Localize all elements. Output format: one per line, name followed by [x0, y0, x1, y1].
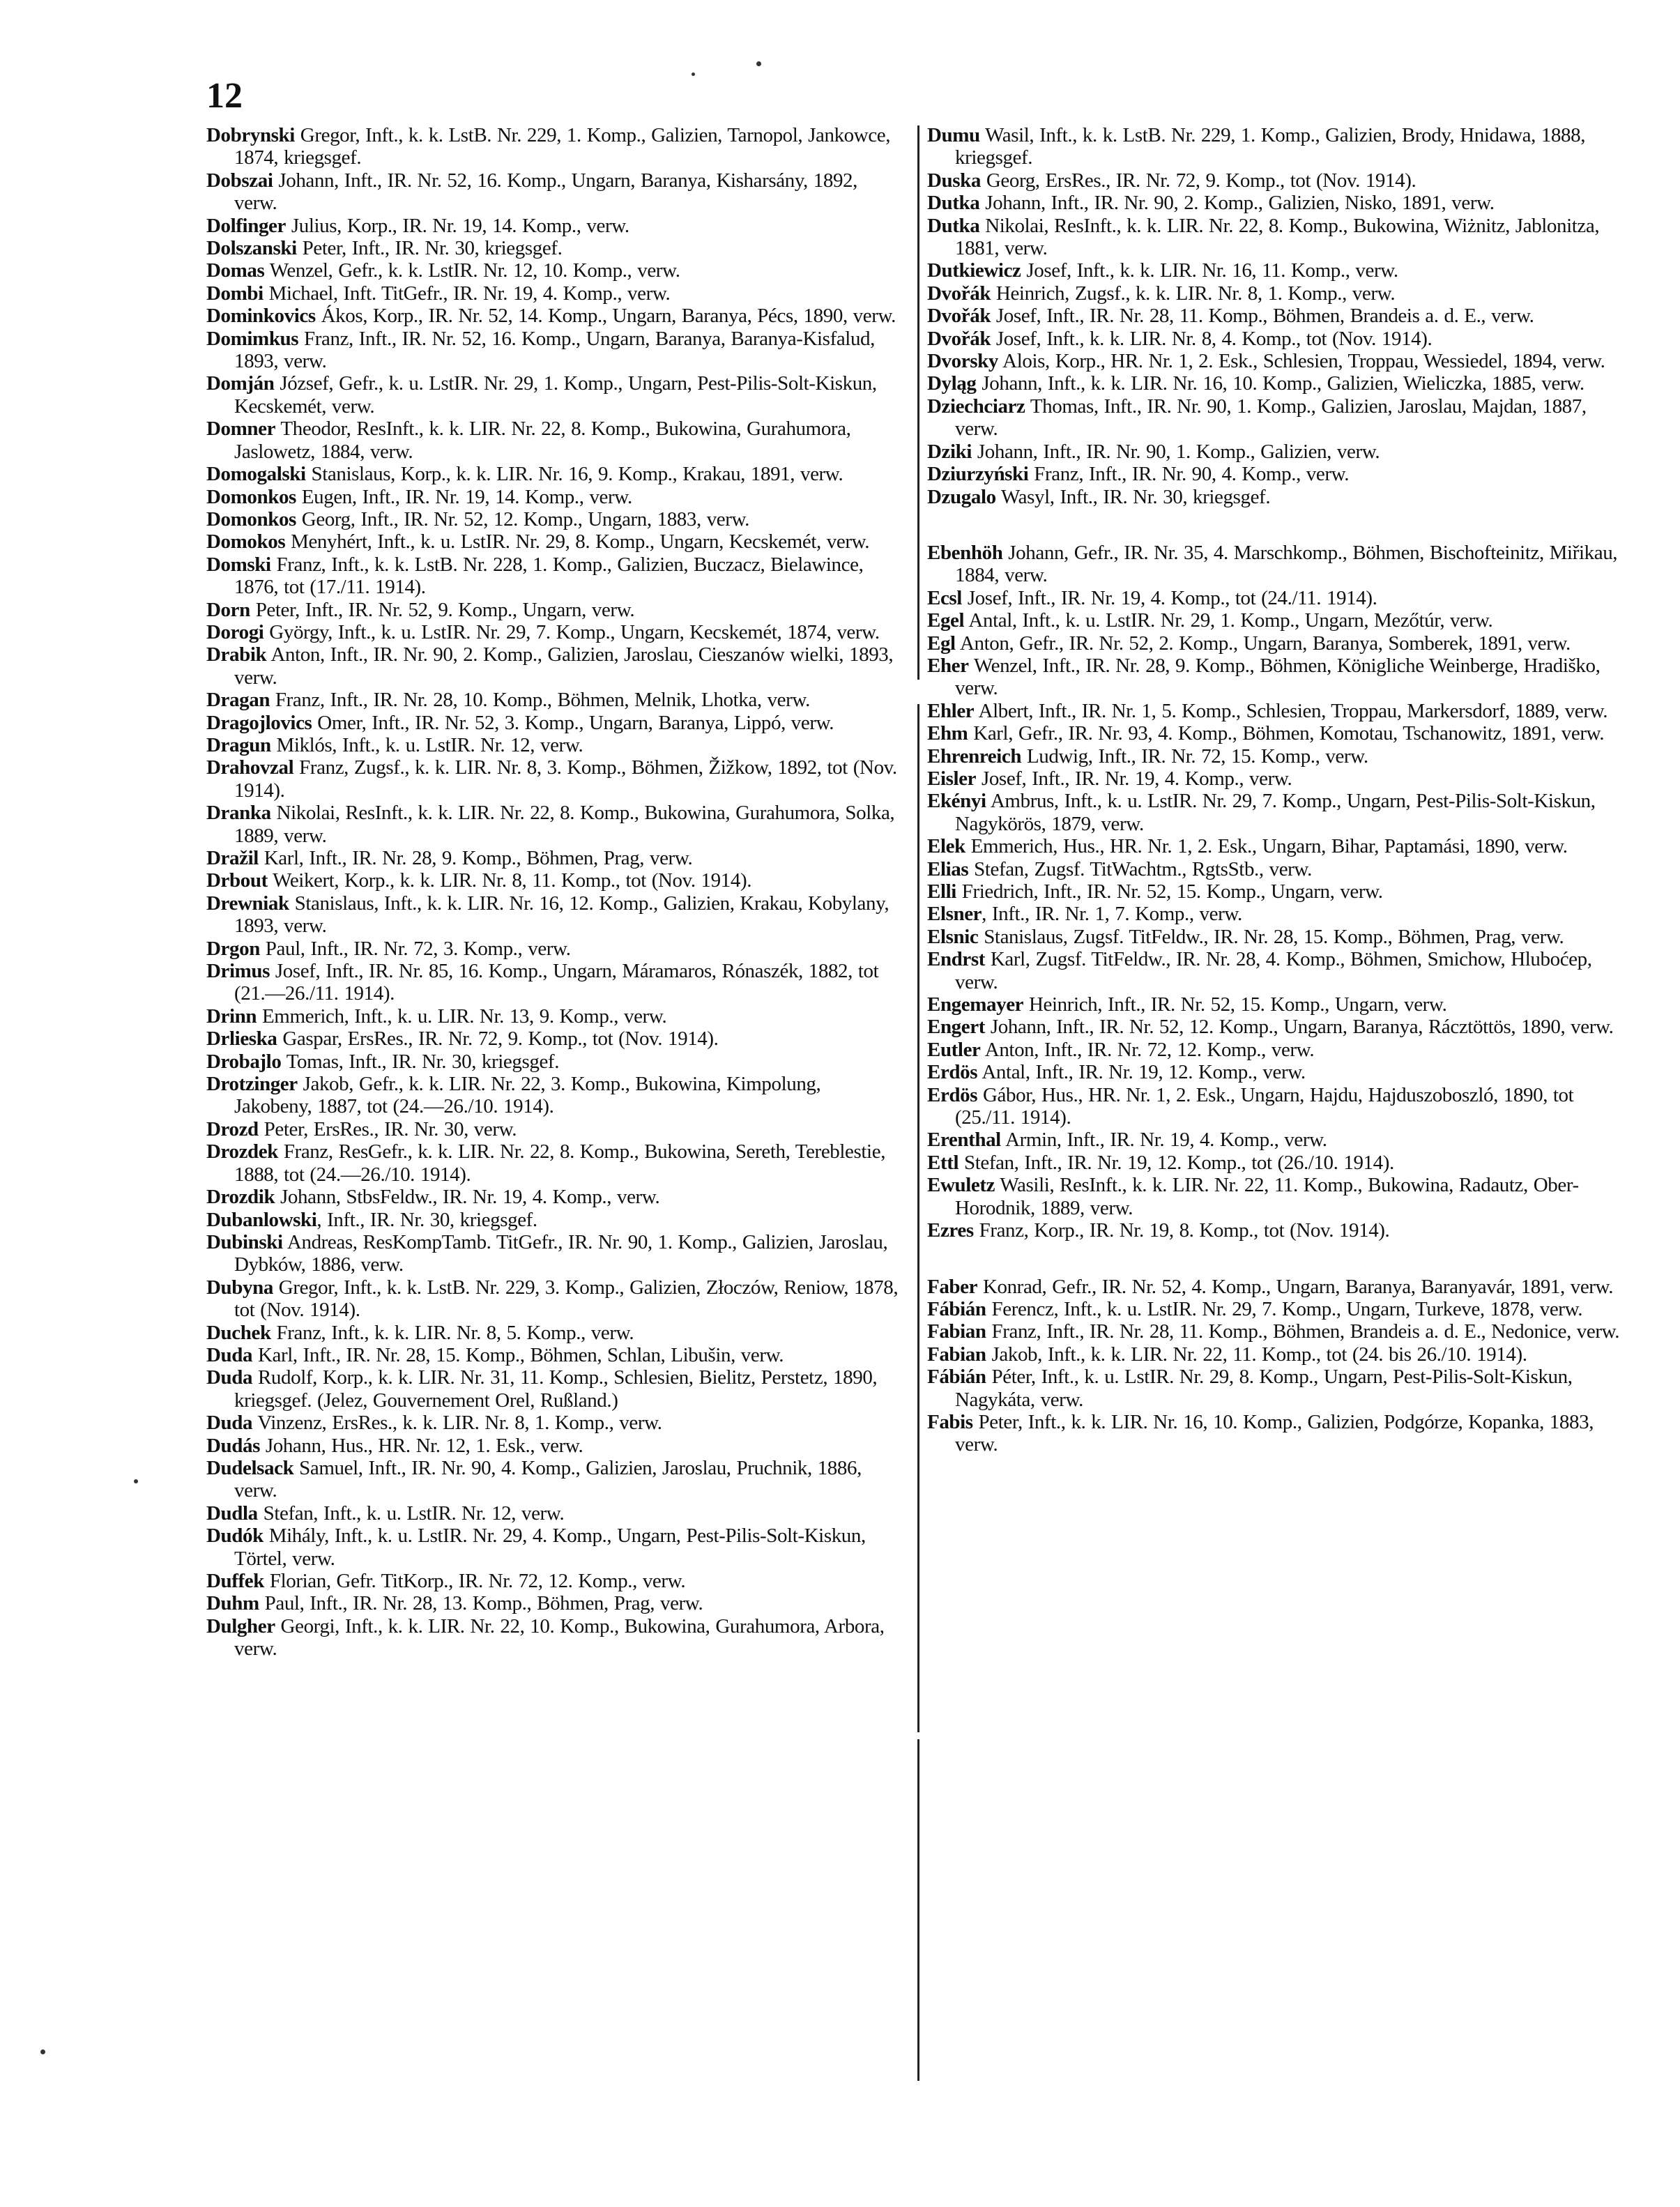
entry-surname: Dyląg [927, 372, 977, 395]
section-e [927, 542, 1624, 1242]
entry-surname: Duska [927, 169, 981, 192]
entry-surname: Ekényi [927, 790, 986, 813]
list-item [927, 926, 1624, 948]
entry-details: Florian, Gefr. TitKorp., IR. Nr. 72, 12. Komp., verw. [264, 1570, 686, 1592]
list-item [206, 621, 903, 643]
entry-surname: Elli [927, 880, 956, 903]
entry-details: Anton, Gefr., IR. Nr. 52, 2. Komp., Ungarn, Baranya, Somberek, 1891, verw. [955, 632, 1571, 655]
entry-details: Karl, Zugsf. TitFeldw., IR. Nr. 28, 4. Komp., Böhmen, Smichow, Hluboćep, verw. [955, 948, 1592, 993]
entry-surname: Duffek [206, 1570, 264, 1592]
entry-details: Georg, ErsRes., IR. Nr. 72, 9. Komp., tot (Nov. 1914). [981, 169, 1416, 192]
entry-surname: Faber [927, 1275, 978, 1298]
entry-surname: Egel [927, 609, 965, 632]
entry-details: Stanislaus, Zugsf. TitFeldw., IR. Nr. 28, 15. Komp., Böhmen, Prag, verw. [978, 925, 1564, 948]
entry-details: Karl, Gefr., IR. Nr. 93, 4. Komp., Böhmen, Komotau, Tschanowitz, 1891, verw. [968, 722, 1605, 745]
entry-details: Franz, Inft., k. k. LIR. Nr. 8, 5. Komp., verw. [270, 1321, 634, 1344]
entry-surname: Egl [927, 632, 956, 655]
entry-surname: Drozd [206, 1117, 259, 1140]
entry-surname: Fabian [927, 1343, 986, 1366]
entry-details: Johann, Hus., HR. Nr. 12, 1. Esk., verw. [260, 1434, 583, 1457]
entry-details: József, Gefr., k. u. LstIR. Nr. 29, 1. Komp., Ungarn, Pest-Pilis-Solt-Kiskun, Kecskemét, verw. [234, 372, 877, 418]
entry-surname: Dominkovics [206, 305, 316, 328]
list-item [927, 880, 1624, 903]
list-item [206, 938, 903, 960]
list-item [927, 441, 1624, 463]
list-item [206, 1073, 903, 1118]
entry-details: Anton, Inft., IR. Nr. 72, 12. Komp., verw. [980, 1038, 1315, 1061]
section-gap [927, 508, 1624, 542]
entry-surname: Domján [206, 372, 275, 395]
entry-surname: Erdös [927, 1083, 978, 1106]
speck-mark [40, 2049, 45, 2054]
list-item [927, 1219, 1624, 1242]
list-item [927, 790, 1624, 835]
entry-surname: Dragun [206, 733, 271, 756]
entry-surname: Domonkos [206, 507, 296, 530]
entry-details: Peter, ErsRes., IR. Nr. 30, verw. [258, 1117, 517, 1140]
entry-details: , Inft., IR. Nr. 30, kriegsgef. [316, 1208, 537, 1231]
entry-details: Michael, Inft. TitGefr., IR. Nr. 19, 4. Komp., verw. [263, 282, 671, 305]
entry-surname: Dziurzyński [927, 463, 1029, 486]
list-item [206, 508, 903, 530]
entry-details: Josef, Inft., k. k. LIR. Nr. 8, 4. Komp., tot (Nov. 1914). [991, 327, 1433, 350]
entry-surname: Elsner [927, 903, 982, 926]
entry-details: Anton, Inft., IR. Nr. 90, 2. Komp., Galizien, Jaroslau, Cieszanów wielki, 1893, verw. [234, 643, 894, 689]
entry-details: Rudolf, Korp., k. k. LIR. Nr. 31, 11. Komp., Schlesien, Bielitz, Perstetz, 1890, kriegsgef. (Jelez, Gouvernement Orel, Rußland.) [234, 1366, 878, 1412]
list-item [206, 1412, 903, 1434]
entry-details: Heinrich, Inft., IR. Nr. 52, 15. Komp., Ungarn, verw. [1023, 993, 1447, 1016]
entry-details: Paul, Inft., IR. Nr. 28, 13. Komp., Böhmen, Prag, verw. [259, 1592, 703, 1615]
entry-details: Wasyl, Inft., IR. Nr. 30, kriegsgef. [995, 485, 1271, 508]
entry-surname: Dražil [206, 847, 259, 869]
entry-details: Nikolai, ResInft., k. k. LIR. Nr. 22, 8. Komp., Bukowina, Wiżnitz, Jablonitza, 1881, verw. [955, 214, 1600, 260]
entry-surname: Dobszai [206, 169, 273, 192]
list-item [927, 305, 1624, 327]
entry-details: Gaspar, ErsRes., IR. Nr. 72, 9. Komp., tot (Nov. 1914). [277, 1028, 719, 1051]
entry-surname: Domski [206, 553, 271, 576]
list-item [206, 712, 903, 734]
entry-details: Gábor, Hus., HR. Nr. 1, 2. Esk., Ungarn, Hajdu, Hajduszoboszló, 1890, tot (25./11. 1914). [955, 1083, 1574, 1129]
entry-details: Albert, Inft., IR. Nr. 1, 5. Komp., Schlesien, Troppau, Markersdorf, 1889, verw. [974, 699, 1608, 722]
entry-surname: Domogalski [206, 463, 306, 486]
entry-surname: Drozdek [206, 1140, 278, 1163]
entry-surname: Dobrynski [206, 124, 295, 146]
entry-details: Péter, Inft., k. u. LstIR. Nr. 29, 8. Komp., Ungarn, Pest-Pilis-Solt-Kiskun, Nagykáta, verw. [955, 1366, 1573, 1411]
entry-surname: Duda [206, 1343, 253, 1366]
entry-details: Stefan, Inft., IR. Nr. 19, 12. Komp., tot (26./10. 1914). [959, 1151, 1394, 1174]
entry-surname: Drozdik [206, 1186, 275, 1209]
column-divider [917, 1739, 919, 2081]
entry-surname: Domner [206, 418, 276, 441]
entry-details: Johann, StbsFeldw., IR. Nr. 19, 4. Komp., verw. [275, 1186, 660, 1209]
speck-mark [134, 1479, 138, 1483]
entry-details: György, Inft., k. u. LstIR. Nr. 29, 7. Komp., Ungarn, Kecskemét, 1874, verw. [264, 620, 880, 643]
entry-details: Menyhért, Inft., k. u. LstIR. Nr. 29, 8. Komp., Ungarn, Kecskemét, verw. [285, 530, 870, 553]
list-item [927, 1366, 1624, 1411]
right-column [927, 124, 1624, 1456]
entry-details: Josef, Inft., IR. Nr. 85, 16. Komp., Ungarn, Máramaros, Rónaszék, 1882, tot (21.—26./11. 1914). [234, 960, 879, 1005]
list-item [927, 1276, 1624, 1298]
list-item [927, 700, 1624, 722]
column-divider [917, 125, 919, 680]
entry-details: Jakob, Gefr., k. k. LIR. Nr. 22, 3. Komp., Bukowina, Kimpolung, Jakobeny, 1887, tot (24.—26./10. 1914). [234, 1073, 821, 1118]
list-item [927, 1152, 1624, 1174]
list-item [206, 643, 903, 689]
list-item [927, 993, 1624, 1016]
list-item [206, 802, 903, 847]
list-item [206, 1615, 903, 1660]
entry-details: Tomas, Inft., IR. Nr. 30, kriegsgef. [281, 1050, 560, 1073]
entry-details: Jakob, Inft., k. k. LIR. Nr. 22, 11. Komp., tot (24. bis 26./10. 1914). [986, 1343, 1527, 1366]
list-item [206, 1140, 903, 1186]
entry-surname: Duchek [206, 1321, 271, 1344]
list-item [927, 655, 1624, 700]
list-item [927, 1084, 1624, 1129]
entry-details: Georg, Inft., IR. Nr. 52, 12. Komp., Ungarn, 1883, verw. [296, 507, 750, 530]
entry-surname: Eutler [927, 1038, 981, 1061]
list-item [927, 858, 1624, 880]
list-item [927, 124, 1624, 169]
entry-surname: Ewuletz [927, 1174, 995, 1197]
entry-surname: Drbout [206, 869, 268, 892]
entry-surname: Dumu [927, 124, 980, 146]
list-item [206, 1502, 903, 1525]
entry-surname: Duda [206, 1366, 253, 1389]
entry-details: Antal, Inft., k. u. LstIR. Nr. 29, 1. Komp., Ungarn, Mezőtúr, verw. [964, 609, 1493, 632]
entry-surname: Domonkos [206, 485, 296, 508]
list-item [206, 892, 903, 938]
entry-details: Julius, Korp., IR. Nr. 19, 14. Komp., verw. [286, 214, 629, 237]
list-item [927, 745, 1624, 768]
list-item [206, 756, 903, 802]
entry-details: Franz, ResGefr., k. k. LIR. Nr. 22, 8. Komp., Bukowina, Sereth, Tereblestie, 1888, tot (24.—26./10. 1914). [234, 1140, 886, 1186]
list-item [927, 372, 1624, 395]
entry-surname: Eisler [927, 767, 977, 790]
entry-details: Thomas, Inft., IR. Nr. 90, 1. Komp., Galizien, Jaroslau, Majdan, 1887, verw. [955, 395, 1587, 441]
list-item [206, 869, 903, 892]
entry-details: Peter, Inft., k. k. LIR. Nr. 16, 10. Komp., Galizien, Podgórze, Kopanka, 1883, verw. [955, 1410, 1594, 1456]
entry-surname: Drabik [206, 643, 267, 666]
list-item [927, 350, 1624, 372]
entry-details: Franz, Inft., k. k. LstB. Nr. 228, 1. Komp., Galizien, Buczacz, Bielawince, 1876, tot (17./11. 1914). [234, 553, 864, 599]
entry-details: Vinzenz, ErsRes., k. k. LIR. Nr. 8, 1. Komp., verw. [252, 1412, 662, 1435]
list-item [206, 1209, 903, 1231]
list-item [927, 1343, 1624, 1366]
entry-surname: Dvořák [927, 327, 991, 350]
entry-surname: Fabian [927, 1320, 986, 1343]
entry-surname: Dulgher [206, 1614, 275, 1637]
list-item [206, 418, 903, 463]
entry-surname: Domas [206, 259, 265, 282]
entry-details: Stefan, Zugsf. TitWachtm., RgtsStb., verw. [968, 857, 1312, 880]
list-item [206, 1457, 903, 1502]
list-item [206, 328, 903, 373]
entry-details: Weikert, Korp., k. k. LIR. Nr. 8, 11. Komp., tot (Nov. 1914). [267, 869, 752, 892]
entry-surname: Dubyna [206, 1276, 273, 1299]
list-item [206, 305, 903, 327]
list-item [927, 632, 1624, 655]
list-item [206, 1592, 903, 1614]
entry-surname: Fabis [927, 1410, 973, 1433]
entry-details: Paul, Inft., IR. Nr. 72, 3. Komp., verw. [259, 937, 571, 960]
list-item [206, 215, 903, 237]
entry-surname: Ettl [927, 1151, 959, 1174]
entry-details: Friedrich, Inft., IR. Nr. 52, 15. Komp., Ungarn, verw. [956, 880, 1383, 903]
list-item [927, 328, 1624, 350]
entry-details: Heinrich, Zugsf., k. k. LIR. Nr. 8, 1. Komp., verw. [991, 282, 1396, 305]
entry-surname: Erenthal [927, 1129, 1001, 1152]
list-item [206, 1051, 903, 1073]
entry-surname: Dvořák [927, 282, 991, 305]
entry-details: , Inft., IR. Nr. 1, 7. Komp., verw. [982, 903, 1242, 926]
list-item [206, 1276, 903, 1322]
list-item [927, 835, 1624, 857]
entry-details: Karl, Inft., IR. Nr. 28, 15. Komp., Böhmen, Schlan, Libušin, verw. [252, 1343, 784, 1366]
entry-surname: Ecsl [927, 586, 962, 609]
list-item [927, 192, 1624, 214]
entry-surname: Dutka [927, 214, 980, 237]
entry-details: Stefan, Inft., k. u. LstIR. Nr. 12, verw. [257, 1502, 565, 1525]
entry-surname: Engemayer [927, 993, 1024, 1016]
entry-surname: Dutka [927, 192, 980, 215]
list-item [927, 1016, 1624, 1038]
speck-mark [756, 61, 761, 66]
list-item [927, 722, 1624, 744]
list-item [927, 395, 1624, 441]
entry-details: Andreas, ResKompTamb. TitGefr., IR. Nr. 90, 1. Komp., Galizien, Jaroslau, Dybków, 1886, verw. [234, 1230, 888, 1276]
list-item [927, 768, 1624, 790]
entry-details: Franz, Inft., IR. Nr. 28, 10. Komp., Böhmen, Melnik, Lhotka, verw. [270, 689, 810, 712]
list-item [927, 609, 1624, 632]
entry-surname: Dombi [206, 282, 264, 305]
entry-surname: Drinn [206, 1005, 257, 1028]
entry-details: Franz, Korp., IR. Nr. 19, 8. Komp., tot (Nov. 1914). [973, 1219, 1390, 1242]
list-item [206, 1005, 903, 1028]
entry-surname: Ehm [927, 722, 968, 745]
entry-surname: Dorogi [206, 620, 264, 643]
entry-surname: Engert [927, 1016, 985, 1039]
list-item [927, 215, 1624, 260]
entry-details: Franz, Inft., IR. Nr. 52, 16. Komp., Ungarn, Baranya, Baranya-Kisfalud, 1893, verw. [234, 327, 876, 373]
entry-details: Emmerich, Hus., HR. Nr. 1, 2. Esk., Ungarn, Bihar, Paptamási, 1890, verw. [965, 835, 1568, 858]
entry-details: Wenzel, Gefr., k. k. LstIR. Nr. 12, 10. Komp., verw. [264, 259, 680, 282]
entry-surname: Endrst [927, 948, 986, 971]
entry-surname: Drewniak [206, 892, 289, 915]
entry-surname: Dudelsack [206, 1456, 294, 1479]
entry-surname: Dziechciarz [927, 395, 1025, 418]
entry-details: Josef, Inft., IR. Nr. 19, 4. Komp., tot (24./11. 1914). [961, 586, 1377, 609]
entry-details: Johann, Inft., IR. Nr. 52, 12. Komp., Ungarn, Baranya, Rácztöttös, 1890, verw. [984, 1016, 1614, 1039]
list-item [206, 960, 903, 1005]
entry-details: Peter, Inft., IR. Nr. 30, kriegsgef. [296, 237, 563, 260]
entry-surname: Dudók [206, 1525, 264, 1548]
entry-details: Johann, Gefr., IR. Nr. 35, 4. Marschkomp., Böhmen, Bischofteinitz, Miřikau, 1884, verw. [955, 541, 1618, 587]
entry-details: Josef, Inft., IR. Nr. 28, 11. Komp., Böhmen, Brandeis a. d. E., verw. [991, 305, 1534, 328]
entry-surname: Dudás [206, 1434, 260, 1457]
list-item [927, 948, 1624, 993]
list-item [206, 486, 903, 508]
entry-details: Antal, Inft., IR. Nr. 19, 12. Komp., verw. [977, 1061, 1306, 1084]
page-number: 12 [206, 76, 243, 116]
entry-surname: Drgon [206, 937, 260, 960]
entry-details: Franz, Inft., IR. Nr. 28, 11. Komp., Böhmen, Brandeis a. d. E., Nedonice, verw. [986, 1320, 1620, 1343]
entry-details: Emmerich, Inft., k. u. LIR. Nr. 13, 9. Komp., verw. [257, 1005, 667, 1028]
entry-surname: Dvorsky [927, 350, 998, 373]
entry-details: Gregor, Inft., k. k. LstB. Nr. 229, 3. Komp., Galizien, Złoczów, Reniow, 1878, tot (Nov. 1914). [234, 1276, 899, 1322]
entry-surname: Elsnic [927, 925, 979, 948]
entry-surname: Domokos [206, 530, 286, 553]
entry-surname: Dubanlowski [206, 1208, 317, 1231]
entry-surname: Dvořák [927, 305, 991, 328]
list-item [206, 259, 903, 282]
entry-surname: Drahovzal [206, 756, 294, 779]
list-item [206, 1366, 903, 1412]
list-item [206, 1525, 903, 1570]
list-item [206, 372, 903, 418]
list-item [206, 282, 903, 305]
entry-details: Konrad, Gefr., IR. Nr. 52, 4. Komp., Ungarn, Baranya, Baranyavár, 1891, verw. [977, 1275, 1614, 1298]
entry-details: Alois, Korp., HR. Nr. 1, 2. Esk., Schlesien, Troppau, Wessiedel, 1894, verw. [998, 350, 1605, 373]
list-item [927, 463, 1624, 485]
list-item [206, 1344, 903, 1366]
list-item [206, 1570, 903, 1592]
entry-details: Samuel, Inft., IR. Nr. 90, 4. Komp., Galizien, Jaroslau, Pruchnik, 1886, verw. [234, 1456, 862, 1502]
section-d-continued [927, 124, 1624, 508]
section-f [927, 1276, 1624, 1456]
speck-mark [692, 72, 695, 76]
entry-details: Armin, Inft., IR. Nr. 19, 4. Komp., verw. [1000, 1129, 1327, 1152]
entry-surname: Drlieska [206, 1028, 277, 1051]
list-item [206, 553, 903, 599]
list-item [206, 689, 903, 711]
list-item [206, 463, 903, 485]
list-item [927, 1129, 1624, 1151]
list-item [927, 169, 1624, 192]
entry-surname: Duda [206, 1412, 253, 1435]
list-item [206, 1322, 903, 1344]
entry-details: Johann, Inft., k. k. LIR. Nr. 16, 10. Komp., Galizien, Wieliczka, 1885, verw. [976, 372, 1584, 395]
entry-surname: Fábián [927, 1366, 986, 1389]
entry-details: Wasili, ResInft., k. k. LIR. Nr. 22, 11. Komp., Bukowina, Radautz, Ober-Horodnik, 1889, verw. [955, 1174, 1579, 1219]
list-item [206, 1186, 903, 1208]
entry-details: Ákos, Korp., IR. Nr. 52, 14. Komp., Ungarn, Baranya, Pécs, 1890, verw. [315, 305, 896, 328]
entry-details: Mihály, Inft., k. u. LstIR. Nr. 29, 4. Komp., Ungarn, Pest-Pilis-Solt-Kiskun, Törtel, verw. [234, 1525, 866, 1570]
entry-details: Peter, Inft., IR. Nr. 52, 9. Komp., Ungarn, verw. [250, 598, 635, 621]
list-item [206, 237, 903, 259]
column-divider [917, 704, 919, 1732]
list-item [927, 903, 1624, 925]
entry-details: Johann, Inft., IR. Nr. 52, 16. Komp., Ungarn, Baranya, Kisharsány, 1892, verw. [234, 169, 858, 215]
entry-details: Stanislaus, Korp., k. k. LIR. Nr. 16, 9. Komp., Krakau, 1891, verw. [305, 463, 843, 486]
entry-details: Johann, Inft., IR. Nr. 90, 2. Komp., Galizien, Nisko, 1891, verw. [979, 192, 1495, 215]
list-item [927, 1174, 1624, 1219]
list-item [927, 259, 1624, 282]
entry-details: Nikolai, ResInft., k. k. LIR. Nr. 22, 8. Komp., Bukowina, Gurahumora, Solka, 1889, verw. [234, 802, 895, 847]
entry-details: Josef, Inft., IR. Nr. 19, 4. Komp., verw. [976, 767, 1292, 790]
list-item [206, 734, 903, 756]
entry-surname: Elek [927, 835, 965, 858]
entry-surname: Ebenhöh [927, 541, 1003, 564]
entry-details: Franz, Zugsf., k. k. LIR. Nr. 8, 3. Komp., Böhmen, Žižkow, 1892, tot (Nov. 1914). [234, 756, 897, 802]
entry-surname: Dzugalo [927, 485, 996, 508]
entry-surname: Fábián [927, 1297, 986, 1320]
list-item [206, 1028, 903, 1050]
entry-surname: Eher [927, 654, 969, 677]
entry-details: Johann, Inft., IR. Nr. 90, 1. Komp., Galizien, verw. [972, 440, 1380, 463]
list-item [206, 1435, 903, 1457]
list-item [206, 1118, 903, 1140]
entry-surname: Dolszanski [206, 237, 297, 260]
list-item [927, 542, 1624, 587]
entry-details: Ludwig, Inft., IR. Nr. 72, 15. Komp., verw. [1021, 744, 1368, 768]
list-item [206, 1231, 903, 1276]
entry-surname: Drobajlo [206, 1050, 282, 1073]
entry-details: Theodor, ResInft., k. k. LIR. Nr. 22, 8. Komp., Bukowina, Gurahumora, Jaslowetz, 1884, verw. [234, 418, 851, 463]
list-item [927, 1298, 1624, 1320]
list-item [927, 1061, 1624, 1083]
entry-details: Gregor, Inft., k. k. LstB. Nr. 229, 1. Komp., Galizien, Tarnopol, Jankowce, 1874, kriegsgef. [234, 124, 891, 169]
entry-surname: Dranka [206, 802, 271, 825]
entry-surname: Elias [927, 857, 969, 880]
entry-details: Karl, Inft., IR. Nr. 28, 9. Komp., Böhmen, Prag, verw. [258, 847, 693, 869]
entry-details: Ferencz, Inft., k. u. LstIR. Nr. 29, 7. Komp., Ungarn, Turkeve, 1878, verw. [986, 1297, 1583, 1320]
entry-details: Ambrus, Inft., k. u. LstIR. Nr. 29, 7. Komp., Ungarn, Pest-Pilis-Solt-Kiskun, Nagykörös, 1879, verw. [955, 790, 1596, 835]
entry-surname: Dragojlovics [206, 711, 312, 734]
entry-details: Omer, Inft., IR. Nr. 52, 3. Komp., Ungarn, Baranya, Lippó, verw. [312, 711, 834, 734]
list-item [927, 1411, 1624, 1456]
list-item [927, 1320, 1624, 1343]
list-item [206, 599, 903, 621]
entry-surname: Domimkus [206, 327, 299, 350]
entry-surname: Erdös [927, 1061, 978, 1084]
entry-surname: Drimus [206, 960, 270, 983]
entry-surname: Dutkiewicz [927, 259, 1021, 282]
entry-surname: Dubinski [206, 1230, 283, 1253]
entry-details: Miklós, Inft., k. u. LstIR. Nr. 12, verw. [270, 733, 583, 756]
list-item [927, 486, 1624, 508]
entry-surname: Dudla [206, 1502, 258, 1525]
entry-surname: Duhm [206, 1592, 259, 1615]
entry-surname: Ehrenreich [927, 744, 1022, 768]
entry-surname: Ehler [927, 699, 975, 722]
list-item [927, 1039, 1624, 1061]
entry-surname: Dragan [206, 689, 270, 712]
entry-surname: Dorn [206, 598, 250, 621]
entry-surname: Dziki [927, 440, 972, 463]
list-item [206, 169, 903, 215]
entry-details: Josef, Inft., k. k. LIR. Nr. 16, 11. Komp., verw. [1021, 259, 1398, 282]
list-item [927, 587, 1624, 609]
entry-surname: Drotzinger [206, 1073, 298, 1096]
list-item [927, 282, 1624, 305]
entry-details: Wenzel, Inft., IR. Nr. 28, 9. Komp., Böhmen, Königliche Weinberge, Hradiško, verw. [955, 654, 1601, 700]
list-item [206, 530, 903, 553]
list-item [206, 847, 903, 869]
entry-details: Georgi, Inft., k. k. LIR. Nr. 22, 10. Komp., Bukowina, Gurahumora, Arbora, verw. [234, 1614, 885, 1660]
entry-details: Franz, Inft., IR. Nr. 90, 4. Komp., verw. [1028, 463, 1350, 486]
entry-details: Wasil, Inft., k. k. LstB. Nr. 229, 1. Komp., Galizien, Brody, Hnidawa, 1888, kriegsgef. [955, 124, 1586, 169]
list-item [206, 124, 903, 169]
entry-details: Eugen, Inft., IR. Nr. 19, 14. Komp., verw. [296, 485, 632, 508]
entry-surname: Dolfinger [206, 214, 286, 237]
entry-details: Stanislaus, Inft., k. k. LIR. Nr. 16, 12. Komp., Galizien, Krakau, Kobylany, 1893, verw. [234, 892, 889, 938]
entry-surname: Ezres [927, 1219, 974, 1242]
left-column [206, 124, 903, 1660]
section-gap [927, 1242, 1624, 1276]
